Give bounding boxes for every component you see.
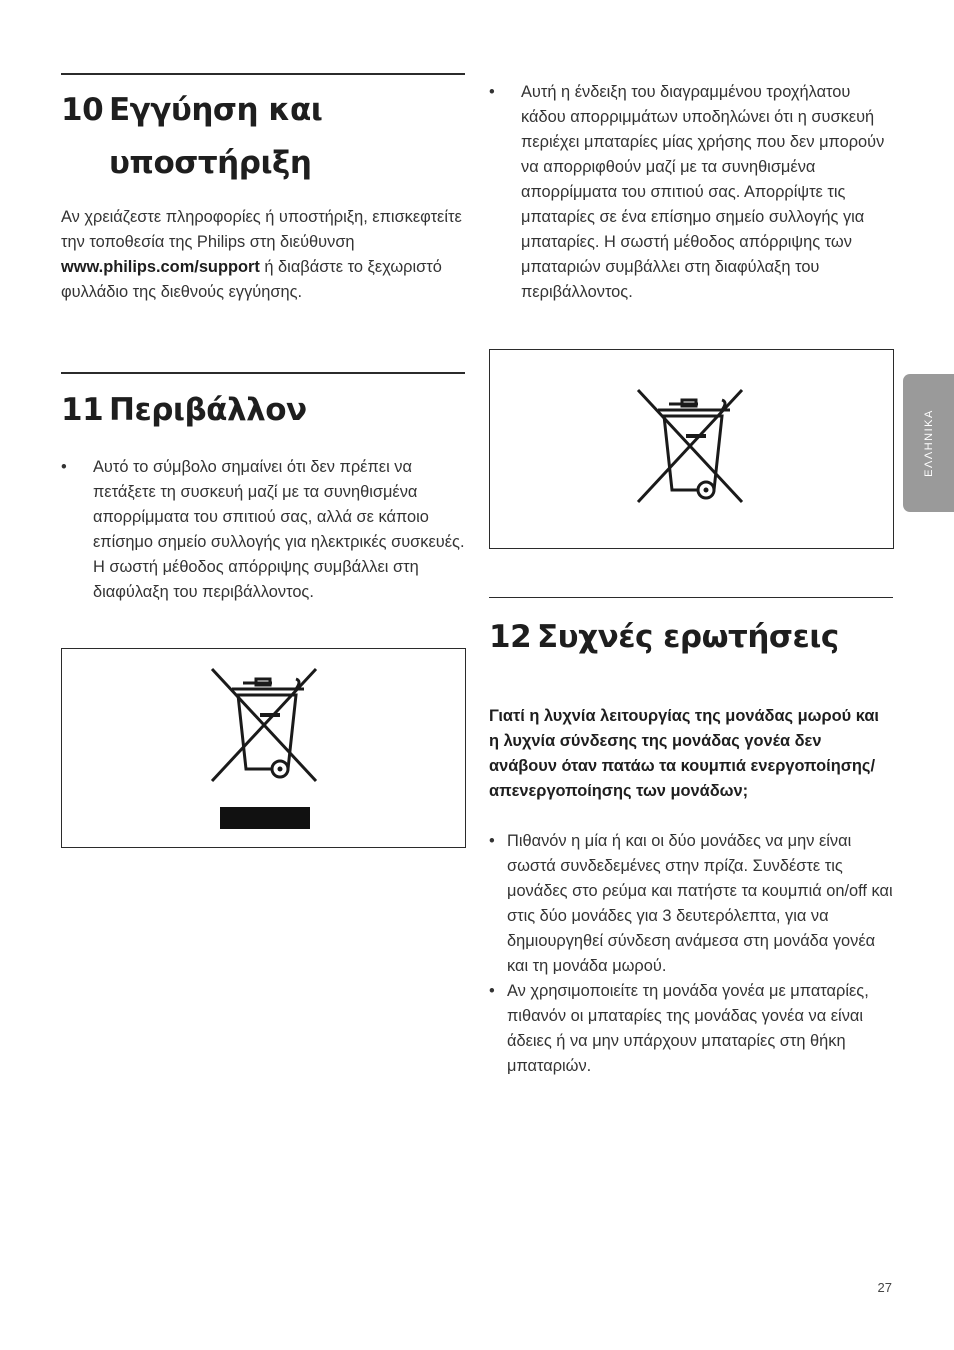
section-12-title: Συχνές ερωτήσεις (537, 619, 839, 655)
faq-answers (489, 829, 893, 1079)
section-11-rule (61, 372, 465, 374)
bullet-symbol: • (489, 982, 495, 1000)
section-10-rule (61, 73, 465, 75)
list-item (489, 829, 893, 979)
warranty-text-before-link: Αν χρειάζεστε πληροφορίες ή υποστήριξη, επισκεφτείτε την τοποθεσία της Philips στη διεύθυνση (61, 208, 462, 251)
environment-bullets-right (489, 80, 893, 305)
section-12-number: 12 (489, 619, 532, 655)
list-item (489, 80, 893, 305)
section-12-rule (489, 597, 893, 598)
list-item (61, 455, 465, 605)
battery-symbol-box (489, 349, 894, 549)
support-link[interactable]: www.philips.com/support (61, 258, 260, 276)
section-10-title-line2: υποστήριξη (109, 145, 312, 181)
section-11-heading (61, 384, 465, 437)
section-12-heading (489, 611, 893, 664)
list-item (489, 979, 893, 1079)
weee-symbol-box (61, 648, 466, 848)
section-10-number: 10 (61, 92, 104, 128)
faq-answer-1: Πιθανόν η μία ή και οι δύο μονάδες να μην είναι σωστά συνδεδεμένες στην πρίζα. Συνδέστε τις μονάδες στο ρεύμα και πατήστε τα κουμπιά on/off και στις δύο μονάδες για 3 δευτερόλεπτα, για να δημιουργηθεί σύνδεση ανάμεσα στη μονάδα γονέα και τη μονάδα μωρού. (507, 832, 893, 975)
warranty-paragraph (61, 205, 465, 305)
bullet-symbol: • (489, 83, 495, 101)
section-10-title-line1: Εγγύηση και (109, 92, 323, 128)
section-11-number: 11 (61, 392, 104, 428)
crossed-out-wheelie-bin-icon (210, 665, 322, 845)
crossed-out-wheelie-bin-icon (636, 386, 748, 516)
page-number: 27 (877, 1280, 892, 1295)
bullet-symbol: • (61, 458, 67, 476)
section-11-title: Περιβάλλον (109, 392, 307, 428)
environment-bullets-left (61, 455, 465, 605)
section-10-heading (61, 84, 465, 190)
language-label: ΕΛΛΗΝΙΚΑ (922, 409, 935, 477)
weee-black-bar (220, 807, 310, 829)
bullet-symbol: • (489, 832, 495, 850)
environment-bullet-1: Αυτό το σύμβολο σημαίνει ότι δεν πρέπει να πετάξετε τη συσκευή μαζί με τα συνηθισμένα απορρίμματα του σπιτιού σας, αλλά σε κάποιο επίσημο σημείο συλλογής για ηλεκτρικές συσκευές. Η σωστή μέθοδος απόρριψης συμβάλλει στη διαφύλαξη του περιβάλλοντος. (93, 458, 465, 601)
faq-question: Γιατί η λυχνία λειτουργίας της μονάδας μωρού και η λυχνία σύνδεσης της μονάδας γονέα δεν ανάβουν όταν πατάω τα κουμπιά ενεργοποίησης/απενεργοποίησης των μονάδων; (489, 707, 879, 800)
warranty-text-after-link: ή διαβάστε το ξεχωριστό φυλλάδιο της διεθνούς εγγύησης. (61, 258, 442, 301)
language-side-tab (903, 374, 954, 512)
faq-answer-2: Αν χρησιμοποιείτε τη μονάδα γονέα με μπαταρίες, πιθανόν οι μπαταρίες της μονάδας γονέα να είναι άδειες ή να μην υπάρχουν μπαταρίες στη θήκη μπαταριών. (507, 982, 869, 1075)
environment-bullet-2: Αυτή η ένδειξη του διαγραμμένου τροχήλατου κάδου απορριμμάτων υποδηλώνει ότι η συσκευή περιέχει μπαταρίες μίας χρήσης που δεν μπορούν να απορριφθούν μαζί με τα συνηθισμένα απορρίμματα του σπιτιού σας. Απορρίψτε τις μπαταρίες σε ένα επίσημο σημείο συλλογής για μπαταρίες. Η σωστή μέθοδος απόρριψης των μπαταριών συμβάλλει στη διαφύλαξη του περιβάλλοντος. (521, 83, 885, 301)
